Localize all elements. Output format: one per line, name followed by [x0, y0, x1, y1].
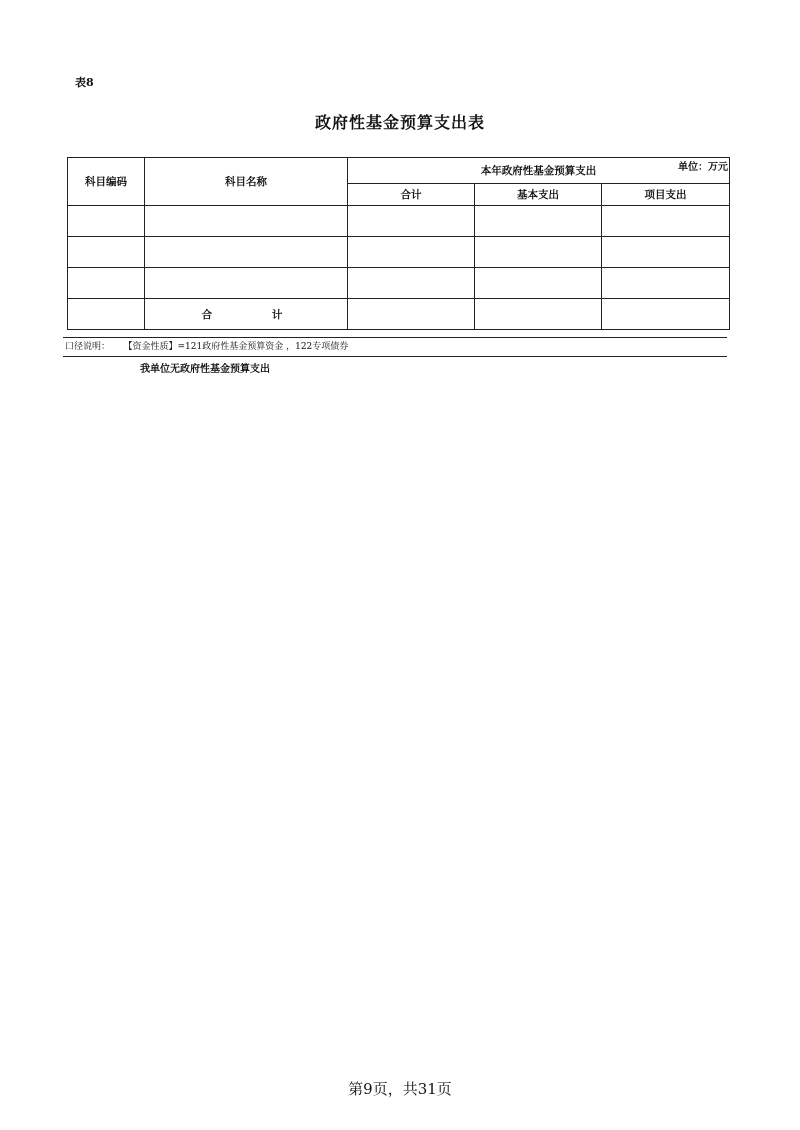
unit-label: 单位：万元	[678, 162, 728, 173]
table-cell	[145, 237, 348, 268]
total-row-label: 合 计	[145, 299, 348, 330]
table-cell	[348, 299, 475, 330]
table-cell	[602, 206, 730, 237]
table-cell	[475, 268, 602, 299]
note-prefix: 口径说明：	[65, 342, 111, 352]
table-cell	[68, 268, 145, 299]
table-cell	[68, 299, 145, 330]
budget-table-container	[67, 157, 729, 330]
table-cell	[348, 268, 475, 299]
table-cell	[475, 237, 602, 268]
table-header-row	[68, 158, 730, 184]
budget-expenditure-table	[67, 157, 730, 330]
col-header-group: 本年政府性基金预算支出	[348, 158, 730, 184]
table-cell	[145, 268, 348, 299]
sheet-label: 表8	[75, 76, 94, 89]
col-header-name: 科目名称	[145, 158, 348, 206]
table-row	[68, 206, 730, 237]
table-cell	[475, 299, 602, 330]
table-cell	[475, 206, 602, 237]
table-cell	[602, 237, 730, 268]
total-row	[68, 299, 730, 330]
page-title: 政府性基金预算支出表	[314, 113, 485, 132]
table-cell	[348, 206, 475, 237]
col-header-total: 合计	[348, 184, 475, 206]
table-cell	[602, 299, 730, 330]
table-cell	[68, 206, 145, 237]
note-row	[63, 337, 727, 357]
table-row	[68, 237, 730, 268]
table-row	[68, 268, 730, 299]
col-header-code: 科目编码	[68, 158, 145, 206]
table-cell	[348, 237, 475, 268]
page-footer: 第9页，共31页	[348, 1080, 452, 1098]
table-cell	[602, 268, 730, 299]
col-header-basic: 基本支出	[475, 184, 602, 206]
col-header-project: 项目支出	[602, 184, 730, 206]
table-cell	[68, 237, 145, 268]
table-cell	[145, 206, 348, 237]
remark-text: 我单位无政府性基金预算支出	[140, 364, 270, 375]
note-text-container	[65, 339, 348, 352]
note-text: 【资金性质】=121政府性基金预算资金 ，122专项债券	[128, 342, 349, 352]
